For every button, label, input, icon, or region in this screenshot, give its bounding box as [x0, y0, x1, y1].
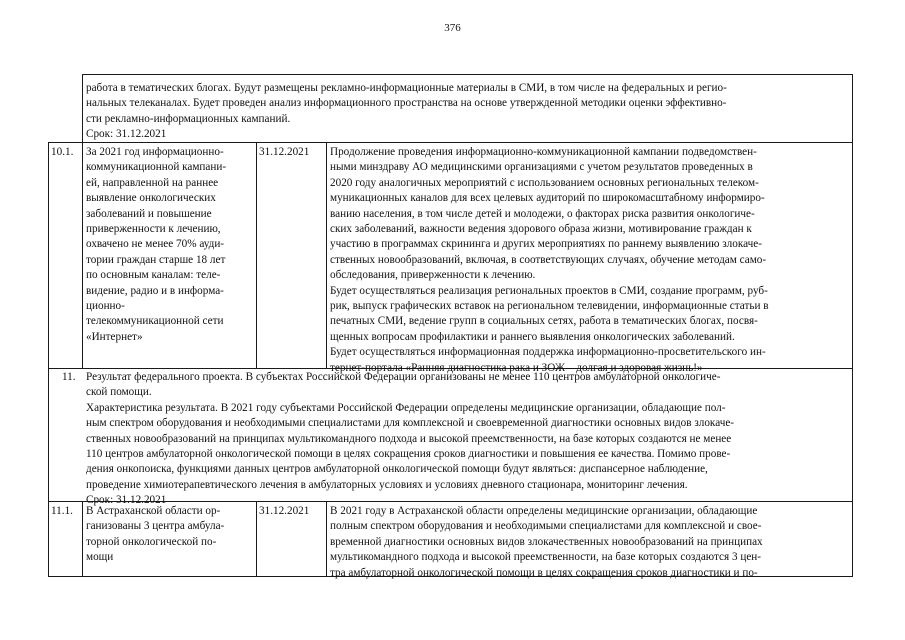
- text-line: ным спектром оборудования и необходимыми специалистами для комплексной и своевременной диагностики основных видов злокаче-: [86, 417, 735, 430]
- row-date: 31.12.2021: [259, 146, 310, 158]
- text-line: В 2021 году в Астраханской области определены медицинские организации, обладающие: [330, 505, 758, 517]
- text-line: ской помощи.: [86, 386, 152, 399]
- text-line: обследования, приверженности к лечению.: [330, 269, 536, 282]
- text-line: телекоммуникационной сети: [86, 315, 224, 328]
- text-line: мощи: [86, 551, 114, 564]
- text-line: тернет-портала «Ранняя диагностика рака и ЗОЖ – долгая и здоровая жизнь!»: [330, 361, 703, 374]
- text-line: нальных телеканалах. Будет проведен анализ информационного пространства на основе утвержденной методики оценки эффективно-: [86, 97, 727, 110]
- number-column-line: [82, 74, 83, 368]
- text-line: В Астраханской области ор-: [86, 505, 221, 517]
- row-text: [330, 145, 849, 376]
- text-line: работа в тематических блогах. Будут размещены рекламно-информационные материалы в СМИ, в том числе на федеральных и регио-: [86, 82, 727, 94]
- row-description: [86, 504, 253, 566]
- text-line: коммуникационной кампани-: [86, 161, 227, 174]
- text-line: ственных новообразований, включая, в соответствующих случаях, обучение методам само-: [330, 253, 767, 266]
- text-line: приверженности к лечению,: [86, 223, 221, 236]
- text-line: ганизованы 3 центра амбула-: [86, 520, 225, 533]
- text-line: видение, радио и в информа-: [86, 284, 224, 297]
- text-line: 2020 году аналогичных мероприятий с использованием основных региональных телеком-: [330, 176, 759, 189]
- row-number: 11.1.: [51, 505, 73, 517]
- continuation-text: [86, 81, 848, 143]
- deadline: Срок: 31.12.2021: [86, 128, 167, 141]
- row-number: 11.: [62, 371, 76, 383]
- row-text: [330, 504, 849, 581]
- text-line: За 2021 год информационно-: [86, 146, 224, 158]
- text-line: мультикомандного подхода и высокой преемственности, на базе которых создаются 3 цен-: [330, 551, 762, 564]
- text-line: выявление онкологических: [86, 192, 216, 205]
- text-line: ственных новообразований на принципах мультикомандного подхода и высокой преемственности, на базе которых создаются не менее: [86, 432, 732, 445]
- text-line: дения онкопоиска, функциями данных центров амбулаторной онкологической помощи будут являться: диспансерное наблюдение,: [86, 463, 708, 476]
- row-number: 10.1.: [51, 146, 74, 158]
- row-date: 31.12.2021: [259, 505, 310, 517]
- text-line: Будет осуществляться информационная поддержка информационно-просветительского ин-: [330, 346, 766, 359]
- text-column-line: [326, 501, 327, 576]
- text-column-line: [326, 142, 327, 368]
- text-line: торной онкологической по-: [86, 535, 217, 548]
- result-text: [86, 370, 848, 509]
- text-line: печатных СМИ, ведение групп в социальных сетях, работа в тематических блогах, посвя-: [330, 315, 758, 328]
- row-description: [86, 145, 253, 345]
- text-line: ванию населения, в том числе детей и молодежи, о факторах риска развития онкологиче-: [330, 207, 755, 220]
- text-line: рик, выпуск графических вставок на региональном телевидении, информационные статьи в: [330, 300, 769, 313]
- text-line: 110 центров амбулаторной онкологической помощи в целях сокращения сроков диагностики и повышения ее качества. Помимо прове-: [86, 448, 731, 461]
- text-line: ными минздраву АО медицинскими организациями с учетом результатов проведенных в: [330, 161, 753, 174]
- table-border-right: [852, 74, 853, 576]
- text-line: тра амбулаторной онкологической помощи в целях сокращения сроков диагностики и по-: [330, 566, 758, 579]
- text-line: Продолжение проведения информационно-коммуникационной кампании подведомствен-: [330, 146, 757, 158]
- date-column-line: [256, 142, 257, 368]
- text-line: проведение химиотерапевтического лечения в амбулаторных условиях и условиях дневного стационара, мониторинг лечения.: [86, 478, 688, 491]
- number-column-line: [82, 501, 83, 576]
- table-border-left: [48, 142, 49, 576]
- text-line: ей, направленной на раннее: [86, 176, 219, 189]
- text-line: Результат федерального проекта. В субъектах Российской Федерации организованы не менее 110 центров амбулаторной онкологиче-: [86, 371, 721, 383]
- text-line: ских заболеваний, важности ведения здорового образа жизни, мотивирование граждан к: [330, 223, 752, 236]
- text-line: щенных вопросам профилактики и раннего выявления онкологических заболеваний.: [330, 330, 735, 343]
- text-line: охвачено не менее 70% ауди-: [86, 238, 225, 251]
- text-line: тории граждан старше 18 лет: [86, 253, 226, 266]
- text-line: сти рекламно-информационных кампаний.: [86, 112, 291, 125]
- text-line: «Интернет»: [86, 330, 143, 343]
- deadline: Срок: 31.12.2021: [86, 494, 167, 507]
- text-line: по основным каналам: теле-: [86, 269, 221, 282]
- text-line: Характеристика результата. В 2021 году субъектами Российской Федерации определены медицинские организации, обладающие пол-: [86, 401, 726, 414]
- text-line: полным спектром оборудования и необходимыми специалистами для комплексной и свое-: [330, 520, 762, 533]
- date-column-line: [256, 501, 257, 576]
- text-line: участию в программах скрининга и других мероприятиях по раннему выявлению злокаче-: [330, 238, 762, 251]
- page-number: 376: [444, 22, 461, 34]
- text-line: временной диагностики основных видов злокачественных новообразований на принципах: [330, 535, 763, 548]
- text-line: муникационных каналов для всех целевых аудиторий по широкомасштабному информиро-: [330, 192, 765, 205]
- text-line: Будет осуществляться реализация региональных проектов в СМИ, создание программ, руб-: [330, 284, 768, 297]
- table-border-top: [82, 74, 853, 75]
- text-line: заболеваний и повышение: [86, 207, 212, 220]
- text-line: ционно-: [86, 300, 125, 313]
